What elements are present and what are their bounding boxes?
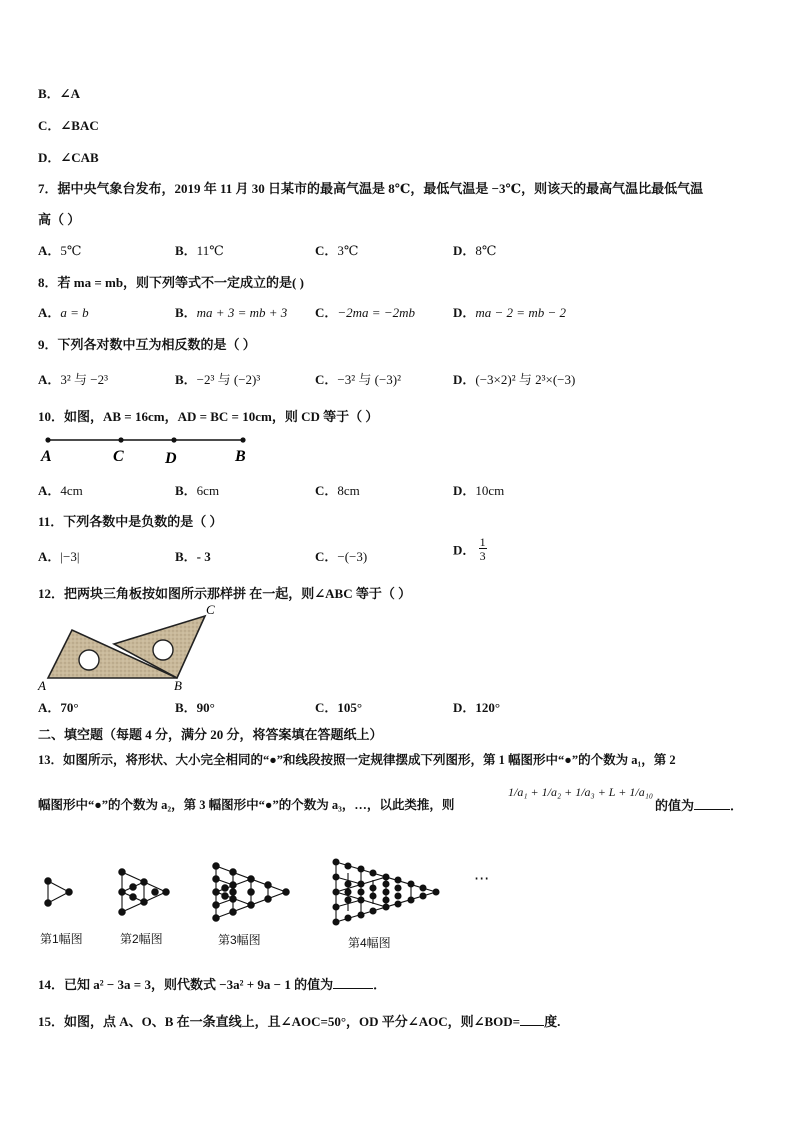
q9-option-a: A．3² 与 −2³ <box>38 372 109 387</box>
q8-option-c: C．−2ma = −2mb <box>315 305 415 320</box>
q11-option-d-fraction <box>479 536 487 562</box>
q13-caption-1: 第1幅图 <box>40 932 83 946</box>
q10-option-a: A．4cm <box>38 483 83 498</box>
q7-option-c: C．3℃ <box>315 243 359 258</box>
q12-option-d: D．120° <box>453 700 501 715</box>
q6-option-c: C．∠BAC <box>38 118 99 133</box>
q13-figure-3 <box>213 863 289 921</box>
q11-option-c: C．−(−3) <box>315 549 368 564</box>
q12-point-c-label: C <box>206 602 215 617</box>
q10-stem: 10．如图，AB = 16cm，AD = BC = 10cm，则 CD 等于（ ） <box>38 409 379 424</box>
q10-point-d-label: D <box>165 450 177 466</box>
q10-option-b: B．6cm <box>175 483 220 498</box>
q10-option-c: C．8cm <box>315 483 360 498</box>
q8-option-b: B．ma + 3 = mb + 3 <box>175 305 288 320</box>
q10-point-c-label: C <box>113 448 124 465</box>
q12-right-hole <box>153 640 173 660</box>
q13-sum-text: 1/a₁ + 1/a₂ + 1/a₃ + L + 1/a₁₀ <box>508 785 654 799</box>
q7-option-d: D．8℃ <box>453 243 497 258</box>
q11-option-d-numerator: 1 <box>479 535 486 549</box>
q9-option-b: B．−2³ 与 (−2)³ <box>175 372 261 387</box>
q15-answer-blank <box>520 1013 544 1026</box>
q14-answer-blank <box>333 976 373 989</box>
q12-point-a-label: A <box>38 678 46 693</box>
q12-option-a: A．70° <box>38 700 79 715</box>
q11-option-b: B．- 3 <box>175 549 211 564</box>
q10-point-c-dot <box>118 437 123 442</box>
q11-option-d: D． $\frac{1}{3}$ <box>453 535 486 563</box>
q10-point-a-label: A <box>41 448 52 465</box>
q13-caption-4: 第4幅图 <box>348 936 391 950</box>
q13-answer-blank <box>694 797 730 810</box>
q15-stem: 15．如图，点 A、O、B 在一条直线上，且∠AOC=50°，OD 平分∠AOC，则∠BOD= 度. <box>38 1014 561 1029</box>
q13-caption-3: 第3幅图 <box>218 933 261 947</box>
q13-sum-expression <box>508 785 653 800</box>
q10-segment-figure <box>38 430 253 466</box>
q9-option-c: C．−3² 与 (−3)² <box>315 372 402 387</box>
q12-point-b-label: B <box>174 678 182 693</box>
q11-stem: 11．下列各数中是负数的是（ ） <box>38 514 223 529</box>
q13-stem-tail: 的值为 ． <box>655 798 744 813</box>
q10-point-a-dot <box>45 437 50 442</box>
q9-option-d: D．(−3×2)² 与 2³×(−3) <box>453 372 576 387</box>
q10-point-b-dot <box>240 437 245 442</box>
q7-stem-line1: 7．据中央气象台发布，2019 年 11 月 30 日某市的最高气温是 8℃，最低气温是 −3℃，则该天的最高气温比最低气温 <box>38 181 704 196</box>
q6-option-d: D．∠CAB <box>38 150 99 165</box>
q7-option-b: B．11℃ <box>175 243 224 258</box>
section-2-title: 二、填空题（每题 4 分，满分 20 分，将答案填在答题纸上） <box>38 727 383 742</box>
q8-option-a: A．a = b <box>38 305 89 320</box>
q9-stem: 9．下列各对数中互为相反数的是（ ） <box>38 337 256 352</box>
q7-stem-line2: 高（ ） <box>38 212 81 227</box>
q8-option-d: D．ma − 2 = mb − 2 <box>453 305 566 320</box>
q13-ellipsis: ··· <box>474 869 490 888</box>
q13-caption-2: 第2幅图 <box>120 932 163 946</box>
q12-option-b: B．90° <box>175 700 215 715</box>
q13-stem-line2: 幅图形中“●”的个数为 a₂，第 3 幅图形中“●”的个数为 a₃，…，以此类推，则 <box>38 798 455 812</box>
q13-pattern-figures <box>36 840 506 935</box>
q13-figure-4 <box>333 859 439 925</box>
q10-point-b-label: B <box>235 448 246 465</box>
q13-stem-line1: 13．如图所示，将形状、大小完全相同的“●”和线段按照一定规律摆成下列图形，第 1 幅图形中“●”的个数为 a₁，第 2 <box>38 753 676 767</box>
q12-option-c: C．105° <box>315 700 363 715</box>
q7-option-a: A．5℃ <box>38 243 82 258</box>
q14-stem: 14．已知 a² − 3a = 3，则代数式 −3a² + 9a − 1 的值为 ． <box>38 977 387 992</box>
q10-point-d-dot <box>171 437 176 442</box>
q10-option-d: D．10cm <box>453 483 505 498</box>
q8-stem: 8．若 ma = mb，则下列等式不一定成立的是( ) <box>38 275 304 290</box>
q11-option-d-denominator: 3 <box>479 549 486 563</box>
q6-option-b: B．∠A <box>38 86 80 101</box>
q11-option-a: A．|−3| <box>38 549 80 564</box>
q13-figure-2 <box>119 869 169 915</box>
q12-stem: 12．把两块三角板按如图所示那样拼 在一起，则∠ABC 等于（ ） <box>38 586 412 601</box>
q13-figure-1 <box>45 878 72 906</box>
q12-left-hole <box>79 650 99 670</box>
q12-triangle-figure <box>36 602 221 694</box>
